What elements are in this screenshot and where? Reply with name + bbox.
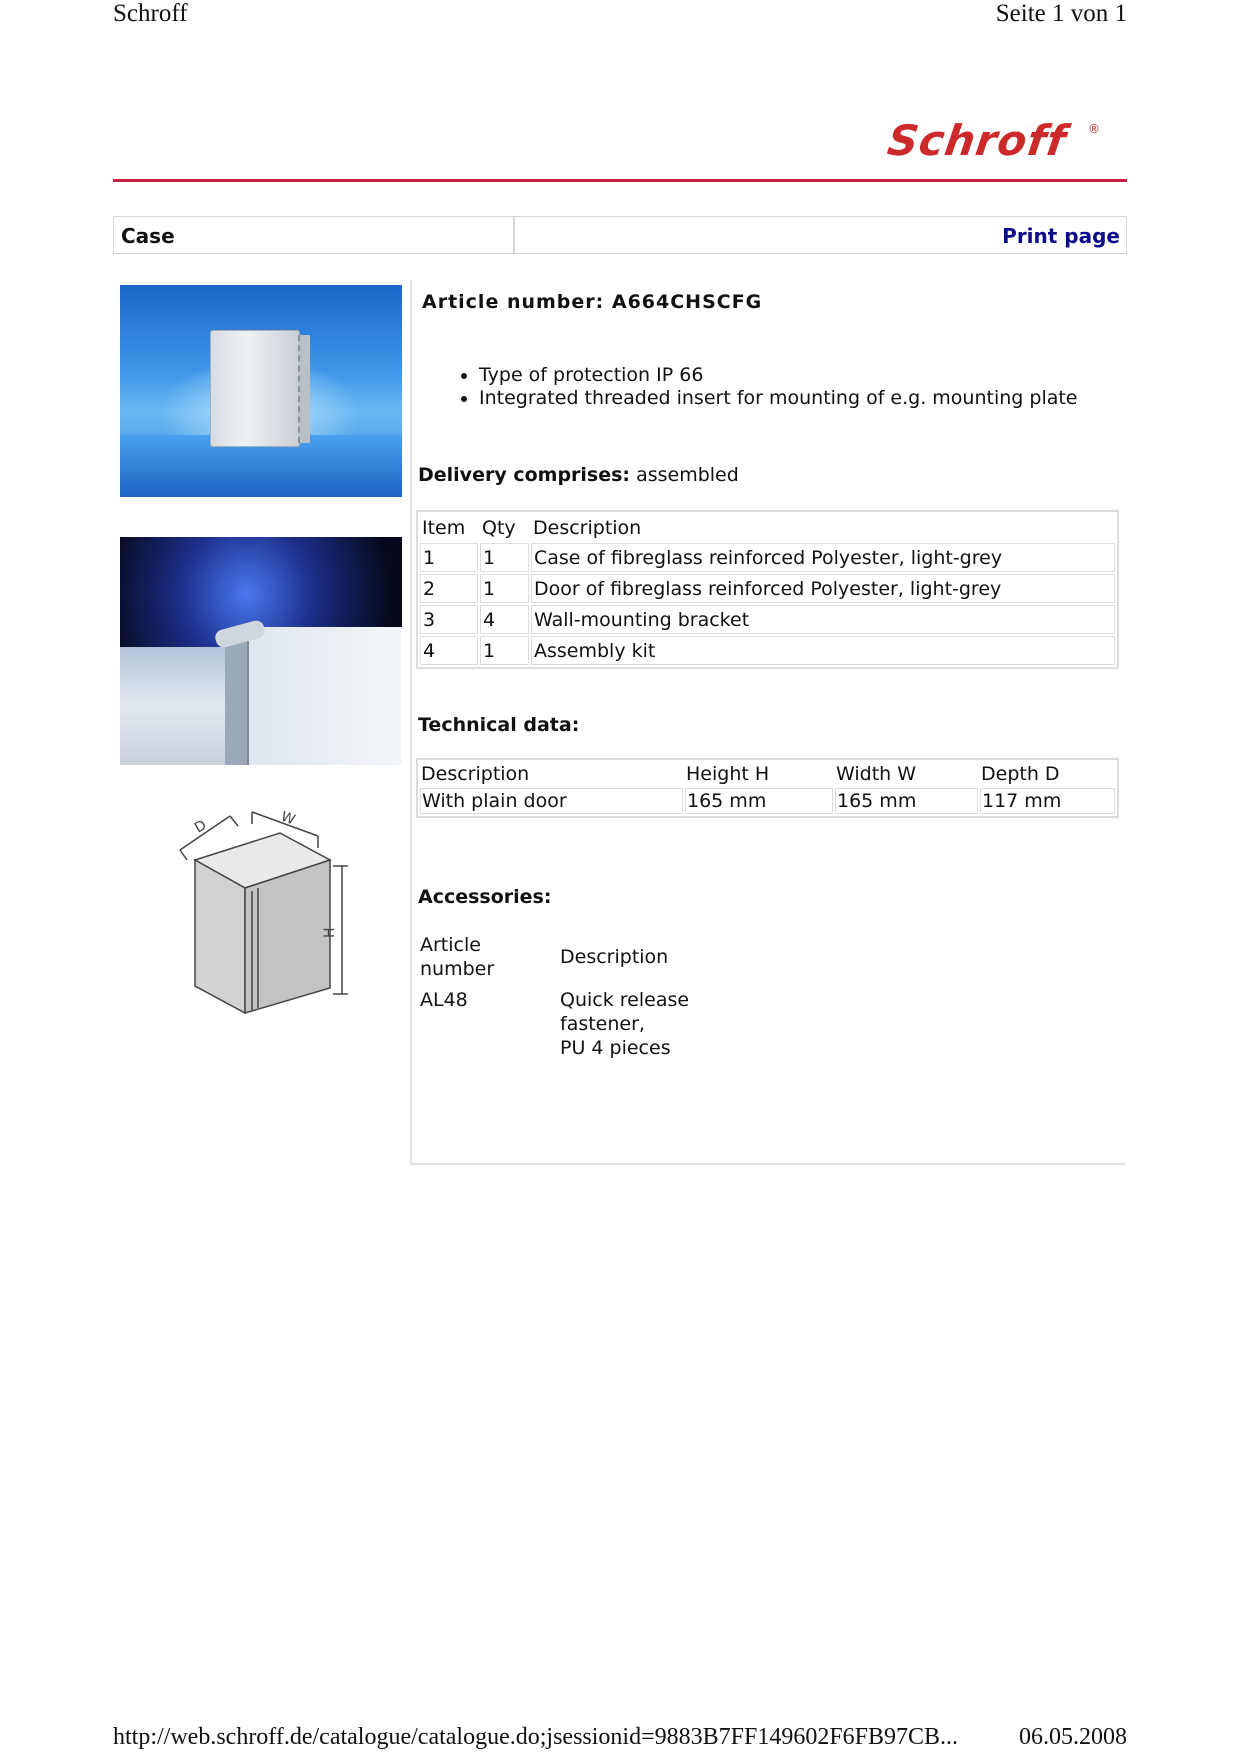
drawing-label-height: H [322, 927, 338, 938]
cell-depth: 117 mm [980, 788, 1115, 814]
cell-qty: 1 [480, 636, 529, 665]
table-header-row [420, 514, 1115, 541]
cell-description: Case of fibreglass reinforced Polyester, light-grey [531, 543, 1115, 572]
cell-item: 2 [420, 574, 478, 603]
feature-item: • Integrated threaded insert for mounting of e.g. mounting plate [479, 387, 1078, 410]
case-hinge-side [298, 335, 310, 443]
cell-description: Door of fibreglass reinforced Polyester, light-grey [531, 574, 1115, 603]
col-header-depth: Depth D [981, 763, 1060, 785]
case-body [210, 330, 300, 447]
title-bar [113, 216, 1127, 254]
drawing-label-depth: D [192, 817, 210, 837]
article-number: Article number: A664CHSCFG [422, 291, 763, 313]
product-photo-detail [120, 537, 402, 765]
accessory-article-number[interactable]: AL48 [420, 989, 468, 1011]
accessories-title: Accessories: [418, 886, 552, 908]
cell-description: Wall-mounting bracket [531, 605, 1115, 634]
cell-qty: 1 [480, 543, 529, 572]
cell-height: 165 mm [685, 788, 833, 814]
col-header-description: Description [421, 763, 530, 785]
delivery-label: Delivery comprises: [418, 464, 631, 486]
page-title: Case [121, 224, 175, 248]
col-header-item: Item [422, 516, 466, 539]
cell-item: 1 [420, 543, 478, 572]
cell-width: 165 mm [835, 788, 978, 814]
col-header-article-number [418, 933, 558, 981]
col-header-height: Height H [686, 763, 770, 785]
col-header-article-line1: Article [420, 934, 481, 956]
delivery-value: assembled [636, 464, 739, 486]
print-header-site: Schroff [113, 0, 188, 27]
table-row [420, 543, 1115, 572]
header-divider [113, 179, 1127, 182]
col-header-description: Description [533, 516, 642, 539]
cell-item: 3 [420, 605, 478, 634]
delivery-comprises [418, 464, 739, 486]
content-frame-bottom [410, 1163, 1126, 1165]
col-header-description: Description [560, 946, 669, 968]
schroff-logo [884, 116, 1103, 166]
print-footer-url: http://web.schroff.de/catalogue/catalogue.do;jsessionid=9883B7FF149602F6FB97CB... [113, 1724, 959, 1750]
product-photo-case [120, 285, 402, 497]
table-row [420, 605, 1115, 634]
accessory-description-line2: PU 4 pieces [560, 1037, 671, 1059]
table-row [420, 636, 1115, 665]
dimension-drawing [170, 798, 360, 1023]
table-header-row [420, 762, 1115, 786]
table-header-row [418, 933, 698, 981]
cell-qty: 4 [480, 605, 529, 634]
technical-data-title: Technical data: [418, 714, 580, 736]
delivery-items-table [416, 510, 1119, 669]
cell-description: Assembly kit [531, 636, 1115, 665]
accessory-description-line1: Quick release fastener, [560, 989, 690, 1035]
print-footer-date: 06.05.2008 [1019, 1724, 1127, 1750]
col-header-qty: Qty [482, 516, 516, 539]
logo-wordmark: Schroff [884, 116, 1070, 165]
detail-case-door [247, 627, 402, 765]
title-bar-separator [513, 217, 515, 253]
feature-item: • Type of protection IP 66 [479, 364, 1078, 387]
cell-item: 4 [420, 636, 478, 665]
cell-qty: 1 [480, 574, 529, 603]
detail-case-frame [225, 632, 247, 765]
col-header-width: Width W [836, 763, 917, 785]
print-header-page-count: Seite 1 von 1 [995, 0, 1127, 27]
accessory-description [558, 981, 698, 1060]
table-row [420, 788, 1115, 814]
technical-data-table [416, 758, 1119, 818]
cell-description: With plain door [420, 788, 683, 814]
registered-mark: ® [1088, 122, 1100, 136]
table-row [418, 981, 698, 1060]
col-header-article-line2: number [420, 958, 495, 980]
accessories-table [418, 933, 698, 1060]
content-frame-left [410, 280, 412, 1164]
table-row [420, 574, 1115, 603]
print-page-link[interactable]: Print page [1002, 224, 1120, 248]
drawing-label-width: W [278, 808, 298, 829]
feature-list [452, 364, 1078, 410]
